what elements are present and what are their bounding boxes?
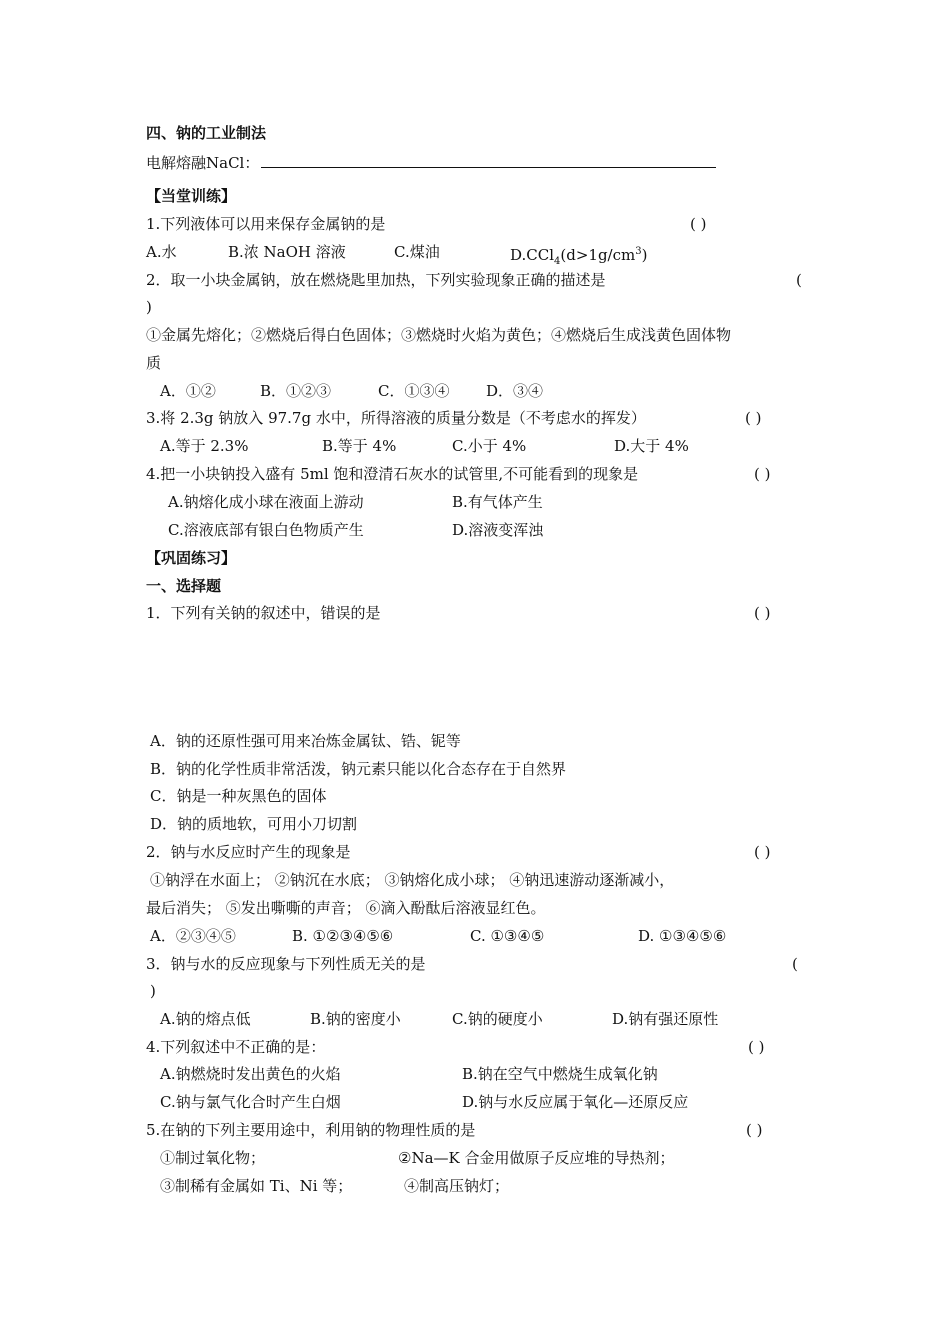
option-c: C.煤油 bbox=[394, 243, 440, 261]
option-a: A.钠的熔点低 bbox=[160, 1010, 251, 1028]
answer-paren: ( ) bbox=[754, 843, 771, 861]
use-item: ③制稀有金属如 Ti、Ni 等； bbox=[160, 1177, 353, 1195]
option-a: A．①② bbox=[160, 382, 216, 400]
answer-paren: ( ) bbox=[745, 409, 762, 427]
statements: 质 bbox=[146, 354, 162, 372]
option-a: A.水 bbox=[146, 243, 177, 261]
use-item: ④制高压钠灯； bbox=[404, 1177, 510, 1195]
answer-paren: ( ) bbox=[746, 1121, 763, 1139]
option-b: B.有气体产生 bbox=[452, 493, 543, 511]
question-stem: 2．取一小块金属钠，放在燃烧匙里加热，下列实验现象正确的描述是 bbox=[146, 271, 606, 289]
option-b: B.等于 4% bbox=[322, 437, 397, 455]
answer-paren: ( ) bbox=[754, 604, 771, 622]
option-b: B．①②③ bbox=[260, 382, 332, 400]
question-stem: 1.下列液体可以用来保存金属钠的是 bbox=[146, 215, 386, 233]
option-d: D. ①③④⑤⑥ bbox=[638, 927, 727, 945]
option-a: A.钠熔化成小球在液面上游动 bbox=[168, 493, 364, 511]
question-stem: 4.下列叙述中不正确的是： bbox=[146, 1038, 326, 1056]
electrolysis-label: 电解熔融NaCl： bbox=[146, 154, 260, 172]
statements: ①金属先熔化；②燃烧后得白色固体；③燃烧时火焰为黄色；④燃烧后生成浅黄色固体物 bbox=[146, 326, 732, 344]
option-a: A.钠燃烧时发出黄色的火焰 bbox=[160, 1065, 341, 1083]
answer-paren-close: ) bbox=[146, 298, 152, 316]
option-a: A.等于 2.3% bbox=[160, 437, 249, 455]
option-a: A．②③④⑤ bbox=[150, 927, 236, 945]
option-b: B. ①②③④⑤⑥ bbox=[292, 927, 394, 945]
answer-paren: ( ) bbox=[690, 215, 707, 233]
question-stem: 4.把一小块钠投入盛有 5ml 饱和澄清石灰水的试管里,不可能看到的现象是 bbox=[146, 465, 639, 483]
answer-paren: ( ) bbox=[748, 1038, 765, 1056]
question-stem: 3.将 2.3g 钠放入 97.7g 水中，所得溶液的质量分数是（不考虑水的挥发） bbox=[146, 409, 646, 427]
answer-blank[interactable] bbox=[261, 153, 716, 168]
option-d: D.大于 4% bbox=[614, 437, 689, 455]
question-stem: 1．下列有关钠的叙述中，错误的是 bbox=[146, 604, 381, 622]
section-subheading: 一、选择题 bbox=[146, 577, 222, 595]
use-item: ②Na—K 合金用做原子反应堆的导热剂； bbox=[398, 1149, 675, 1167]
answer-paren-open: ( bbox=[796, 271, 802, 289]
option-a: A．钠的还原性强可用来冶炼金属钛、锆、铌等 bbox=[150, 732, 461, 750]
option-c: C.钠的硬度小 bbox=[452, 1010, 543, 1028]
statements: 最后消失； ⑤发出嘶嘶的声音； ⑥滴入酚酞后溶液显红色。 bbox=[146, 899, 546, 917]
option-d: D．钠的质地软，可用小刀切割 bbox=[150, 815, 358, 833]
section-heading: 四、钠的工业制法 bbox=[146, 124, 267, 142]
option-d: D.钠与水反应属于氧化—还原反应 bbox=[462, 1093, 689, 1111]
question-stem: 5.在钠的下列主要用途中，利用钠的物理性质的是 bbox=[146, 1121, 476, 1139]
option-b: B．钠的化学性质非常活泼，钠元素只能以化合态存在于自然界 bbox=[150, 760, 567, 778]
option-c: C. ①③④⑤ bbox=[470, 927, 545, 945]
electrolysis-line bbox=[146, 153, 716, 173]
option-b: B.钠在空气中燃烧生成氧化钠 bbox=[462, 1065, 658, 1083]
option-d: D.溶液变浑浊 bbox=[452, 521, 544, 539]
option-c: C.溶液底部有银白色物质产生 bbox=[168, 521, 364, 539]
statements: ①钠浮在水面上； ②钠沉在水底； ③钠熔化成小球； ④钠迅速游动逐渐减小， bbox=[150, 871, 675, 889]
class-practice-heading: 【当堂训练】 bbox=[146, 187, 237, 205]
answer-paren: ( ) bbox=[754, 465, 771, 483]
option-c: C．①③④ bbox=[378, 382, 450, 400]
question-stem: 3．钠与水的反应现象与下列性质无关的是 bbox=[146, 955, 426, 973]
option-b: B.浓 NaOH 溶液 bbox=[228, 243, 346, 261]
option-d: D.钠有强还原性 bbox=[612, 1010, 719, 1028]
use-item: ①制过氧化物； bbox=[160, 1149, 266, 1167]
answer-paren-close: ) bbox=[150, 982, 156, 1000]
consolidation-heading: 【巩固练习】 bbox=[146, 549, 237, 567]
option-c: C.钠与氯气化合时产生白烟 bbox=[160, 1093, 341, 1111]
option-b: B.钠的密度小 bbox=[310, 1010, 401, 1028]
answer-paren-open: ( bbox=[792, 955, 798, 973]
option-c: C.小于 4% bbox=[452, 437, 527, 455]
option-d: $D.CCl_4(d>1g/cm^3)$ bbox=[510, 246, 648, 267]
option-d: D．③④ bbox=[486, 382, 544, 400]
question-stem: 2．钠与水反应时产生的现象是 bbox=[146, 843, 351, 861]
option-c: C．钠是一种灰黑色的固体 bbox=[150, 787, 327, 805]
